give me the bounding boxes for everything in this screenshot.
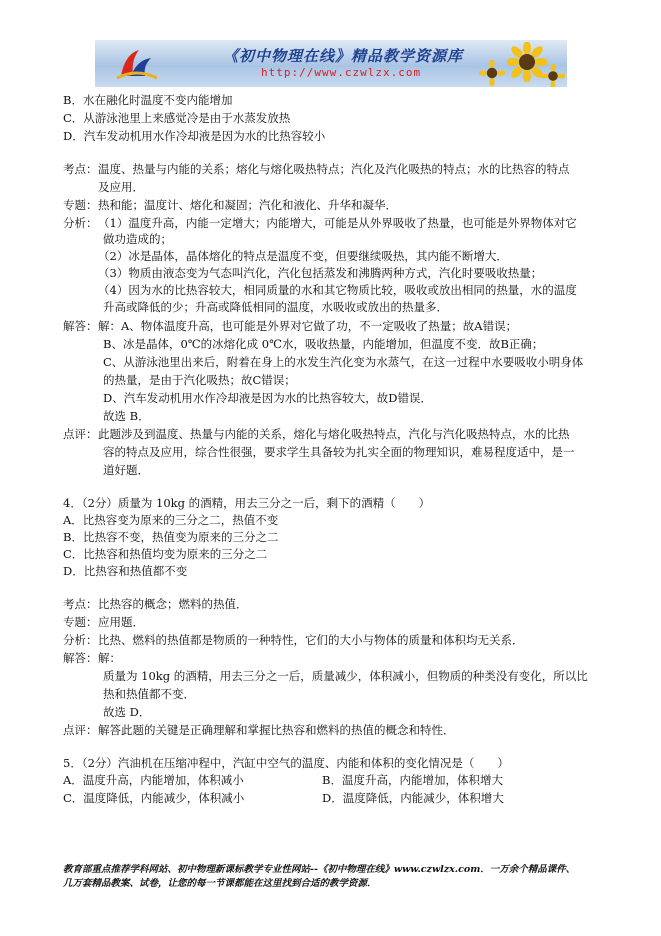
q3-option-d: D．汽车发动机用水作冷却液是因为水的比热容较小 <box>63 129 326 143</box>
q3-option-c: C．从游泳池里上来感觉冷是由于水蒸发放热 <box>63 111 291 125</box>
banner-title: 《初中物理在线》精品教学资源库 <box>223 47 464 65</box>
q3-fenxi-line: （3）物质由液态变为气态叫汽化，汽化包括蒸发和沸腾两种方式，汽化时要吸收热量； <box>98 266 543 280</box>
q5-option-b: B．温度升高，内能增加，体积增大 <box>322 773 503 787</box>
q3-jieda-line: 故选 B． <box>103 409 150 423</box>
q3-jieda-line: D、汽车发动机用水作冷却液是因为水的比热容较大，故D错误． <box>103 391 432 405</box>
q3-fenxi-line: 升高或降低的少；升高或降低相同的温度，水吸收或放出的热量多． <box>103 300 448 314</box>
q3-jieda-line: 的热量，是由于汽化吸热；故C错误； <box>103 373 296 387</box>
q3-fenxi-label: 分析： <box>63 216 98 230</box>
q3-fenxi-line: 做功造成的； <box>103 232 172 246</box>
q4-option-a: A．比热容变为原来的三分之二，热值不变 <box>63 513 279 527</box>
q4-stem: 4．（2分）质量为 10kg 的酒精，用去三分之一后，剩下的酒精（ ） <box>63 496 431 510</box>
q4-jieda-line: 解： <box>98 651 121 665</box>
sunflower-icon <box>541 64 565 87</box>
q4-dianping-text: 解答此题的关键是正确理解和掌握比热容和燃料的热值的概念和特性． <box>98 723 455 737</box>
header-banner <box>95 40 567 87</box>
site-logo-icon <box>115 46 159 82</box>
q4-zhuanti-label: 专题： <box>63 615 98 629</box>
q3-fenxi-line: （1）温度升高，内能一定增大；内能增大，可能是从外界吸收了热量，也可能是外界物体对它 <box>98 216 577 230</box>
q4-jieda-label: 解答： <box>63 651 98 665</box>
q4-option-d: D．比热容和热值都不变 <box>63 564 188 578</box>
q5-option-c: C．温度降低，内能减少，体积减小 <box>63 791 245 805</box>
q3-fenxi-line: （2）冰是晶体，晶体熔化的特点是温度不变，但要继续吸热，其内能不断增大． <box>98 249 508 263</box>
q5-option-a: A．温度升高，内能增加，体积减小 <box>63 773 244 787</box>
q3-fenxi-line: （4）因为水的比热容较大，相同质量的水和其它物质比较，吸收或放出相同的热量，水的温度 <box>98 283 577 297</box>
q3-zhuanti-text: 热和能；温度计、熔化和凝固；汽化和液化、升华和凝华． <box>98 198 397 212</box>
q4-zhuanti-text: 应用题． <box>98 615 144 629</box>
q4-option-b: B．比热容不变，热值变为原来的三分之二 <box>63 530 279 544</box>
banner-url[interactable]: http://www.czwlzx.com <box>261 66 422 79</box>
q3-dianping-line: 道好题． <box>103 463 149 477</box>
q4-dianping-label: 点评： <box>63 723 98 737</box>
q3-kaodian-text-2: 及应用． <box>98 180 144 194</box>
q3-dianping-label: 点评： <box>63 427 98 441</box>
sunflower-icon <box>479 60 505 86</box>
q3-jieda-line: C、从游泳池里出来后，附着在身上的水发生汽化变为水蒸气，在这一过程中水要吸收小明身体 <box>103 355 584 369</box>
q3-jieda-line: 解：A、物体温度升高，也可能是外界对它做了功，不一定吸收了热量；故A错误； <box>98 319 518 333</box>
footer-line: 几万套精品教案、试卷，让您的每一节课都能在这里找到合适的教学资源． <box>63 878 377 889</box>
q3-zhuanti-label: 专题： <box>63 198 98 212</box>
q5-option-d: D．温度降低，内能减少，体积增大 <box>322 791 504 805</box>
footer-line: 教育部重点推荐学科网站、初中物理新课标教学专业性网站--《初中物理在线》www.czwlzx.com．一万余个精品课件、 <box>63 864 576 875</box>
q4-jieda-line: 故选 D． <box>103 705 151 719</box>
q4-jieda-line: 热和热值都不变． <box>103 687 195 701</box>
q4-option-c: C．比热容和热值均变为原来的三分之二 <box>63 547 268 561</box>
q5-stem: 5．（2分）汽油机在压缩冲程中，汽缸中空气的温度、内能和体积的变化情况是（ ） <box>63 756 509 770</box>
q3-kaodian-label: 考点： <box>63 162 98 176</box>
q4-kaodian-text: 比热容的概念；燃料的热值． <box>98 597 248 611</box>
q3-jieda-label: 解答： <box>63 319 98 333</box>
q4-fenxi-label: 分析： <box>63 633 98 647</box>
q4-jieda-line: 质量为 10kg 的酒精，用去三分之一后，质量减少，体积减小，但物质的种类没有变化，所以比 <box>103 669 588 683</box>
q3-kaodian-text: 温度、热量与内能的关系；熔化与熔化吸热特点；汽化及汽化吸热的特点；水的比热容的特点 <box>98 162 570 176</box>
q4-fenxi-text: 比热、燃料的热值都是物质的一种特性，它们的大小与物体的质量和体积均无关系． <box>98 633 524 647</box>
q3-dianping-line: 此题涉及到温度、热量与内能的关系，熔化与熔化吸热特点，汽化与汽化吸热特点，水的比热 <box>98 427 570 441</box>
q3-option-b: B．水在融化时温度不变内能增加 <box>63 93 233 107</box>
q3-jieda-line: B、冰是晶体，0℃的冰熔化成 0℃水，吸收热量，内能增加，但温度不变．故B正确； <box>103 337 544 351</box>
q3-dianping-line: 容的特点及应用，综合性很强，要求学生具备较为扎实全面的物理知识，难易程度适中，是一 <box>103 445 575 459</box>
q4-kaodian-label: 考点： <box>63 597 98 611</box>
